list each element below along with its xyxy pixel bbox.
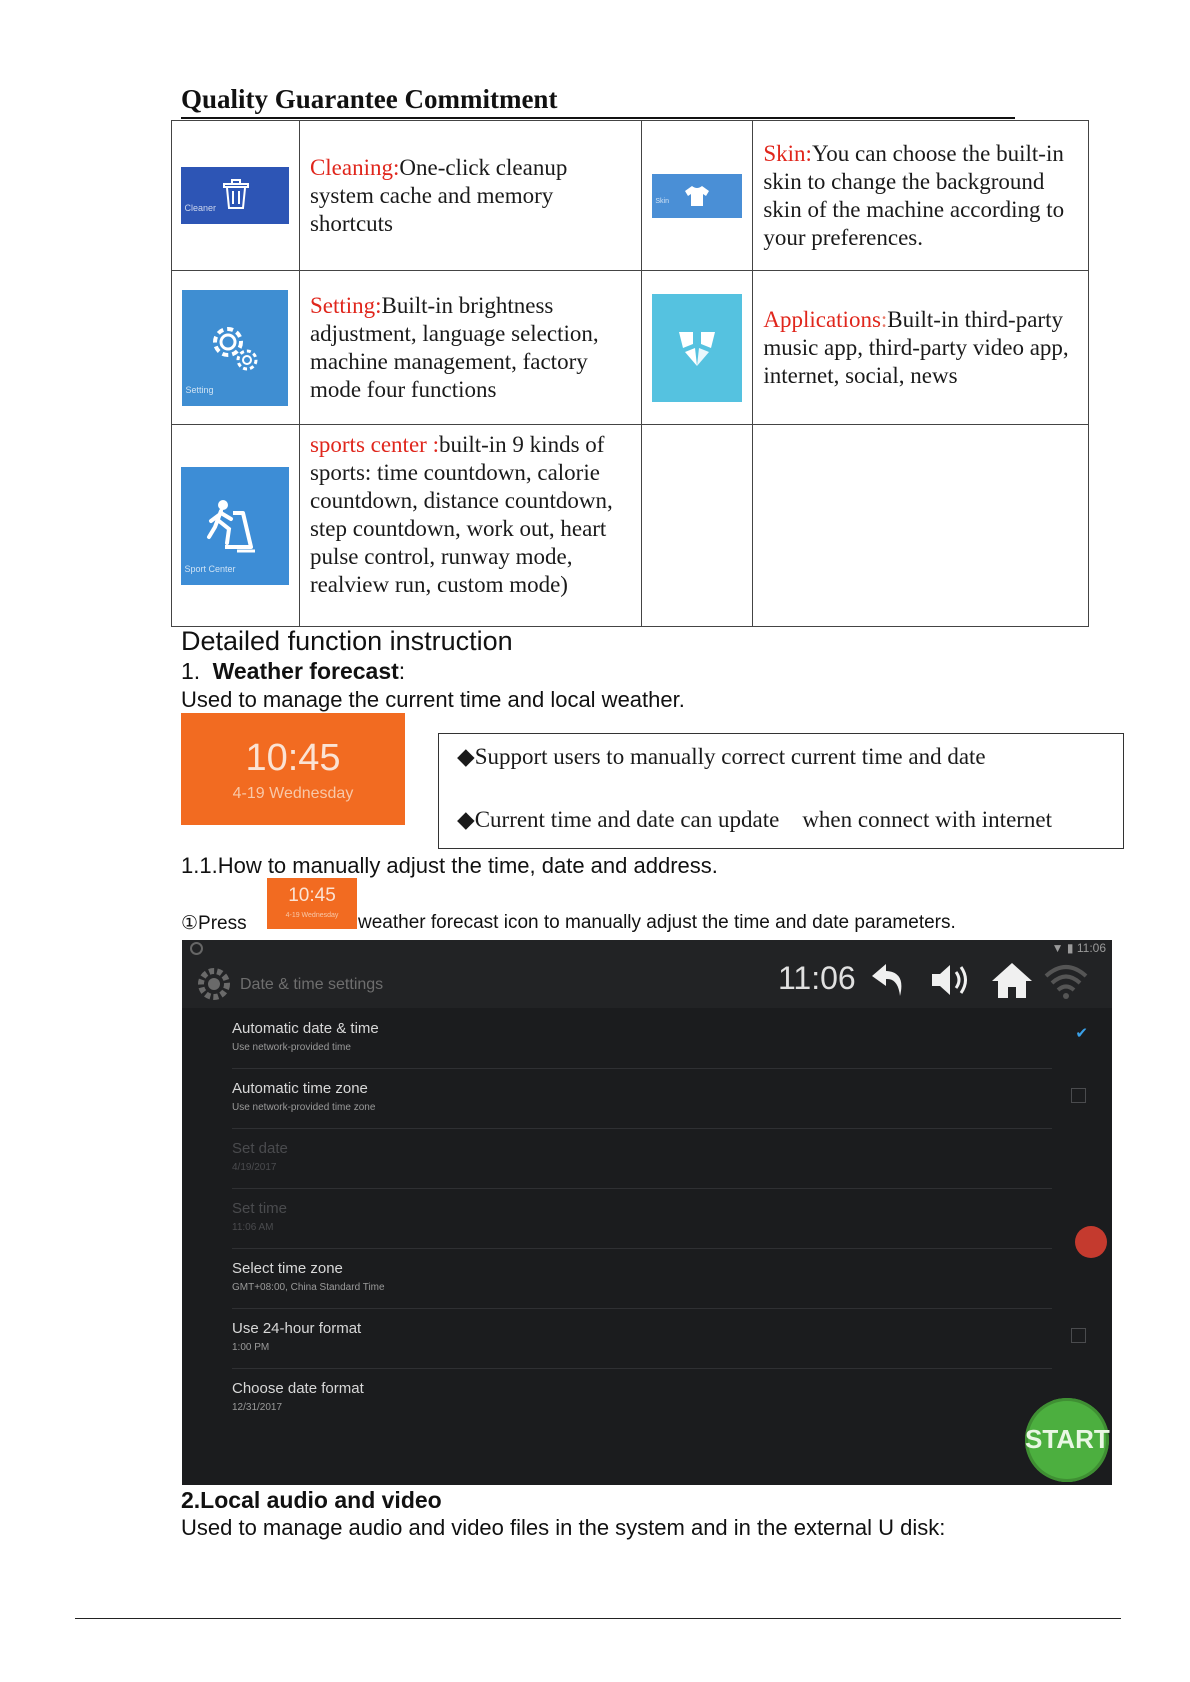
audio-title: 2.Local audio and video [181,1487,442,1513]
apps-name: Applications [763,306,881,332]
status-bar [1052,941,1106,955]
row-title: Select time zone [232,1260,343,1277]
weather-tile-date: 4-19 Wednesday [232,785,354,802]
start-button[interactable] [1025,1398,1109,1482]
setting-row-set-date [232,1136,1052,1189]
weather-title: Weather forecast [212,658,399,684]
weather-forecast-tile[interactable] [181,713,405,825]
sport-tile-label: Sport Center [184,563,236,574]
setting-row-choose-date-format[interactable] [232,1376,1052,1428]
treadmill-runner-icon [205,499,265,553]
skin-text: You can choose the built-in skin to change the background skin of the machine according to your preferences. [763,140,1065,250]
volume-icon[interactable] [928,960,974,1000]
empty-cell [642,425,753,627]
weather-tile-time: 10:45 [245,737,341,779]
row-subtitle: GMT+08:00, China Standard Time [232,1282,385,1293]
setting-row-automatic-time-zone[interactable] [232,1076,1052,1129]
status-time: 11:06 [1076,941,1106,955]
wifi-icon [1044,964,1088,1000]
row-title: Choose date format [232,1380,364,1397]
cleaner-tile-label: Cleaner [184,203,216,213]
sport-tile-cell [172,425,300,627]
apps-tile [652,294,742,402]
setting-name: Setting: [309,292,382,318]
setting-description [299,271,641,425]
skin-tile [652,174,742,218]
setting-text: Built-in brightness adjustment, language selection, machine management, factory mode four functions [309,292,599,402]
cleaning-name: Cleaning: [309,154,400,180]
footer-rule [75,1618,1121,1619]
row-title: Automatic time zone [232,1080,368,1097]
weather-notes-box [438,733,1124,849]
checkbox[interactable] [1071,1328,1086,1343]
skin-name: Skin: [763,140,812,166]
row-subtitle: Use network-provided time [232,1042,351,1053]
red-indicator-dot[interactable] [1075,1226,1107,1258]
row-subtitle: 4/19/2017 [232,1162,277,1173]
weather-note-2: ◆Current time and date can update when connect with internet [457,807,1053,832]
skin-description [753,121,1089,271]
battery-icon: ▮ [1066,941,1074,955]
sports-description [299,425,641,627]
header-title: Date & time settings [240,976,384,993]
weather-heading [181,658,405,685]
shirt-icon [684,185,710,207]
apps-icon [675,326,719,370]
press-prefix: ①Press [181,913,247,934]
trash-icon [221,178,251,210]
setting-row-select-time-zone[interactable] [232,1256,1052,1309]
skin-tile-cell [642,121,753,271]
settings-gear-icon [194,964,234,1004]
setting-tile-label: Setting [185,384,214,395]
sports-name: sports center : [309,432,439,457]
sports-text: built-in 9 kinds of sports: time countdown, calorie countdown, distance countdown, step countdown, work out, heart pulse control, runway mode, realview run, custom mode) [309,432,613,597]
setting-row-automatic-date-time[interactable] [232,1016,1088,1069]
action-bar [182,940,1112,1008]
audio-desc: Used to manage audio and video files in the system and in the external U disk: [181,1515,946,1540]
weather-title-colon: : [398,658,406,684]
date-time-settings-screenshot [182,940,1112,1485]
row-title: Automatic date & time [232,1020,379,1037]
search-icon [190,942,203,955]
feature-table [171,120,1089,627]
row-subtitle: 12/31/2017 [232,1402,283,1413]
howto-title: 1.1.How to manually adjust the time, date and address. [181,853,718,878]
mini-tile-date: 4-19 Wednesday [285,912,339,919]
sport-center-tile [181,467,289,585]
press-suffix: weather forecast icon to manually adjust the time and date parameters. [358,912,956,933]
row-subtitle: Use network-provided time zone [232,1102,376,1113]
cleaning-description [299,121,641,271]
row-subtitle: 1:00 PM [232,1342,270,1353]
skin-tile-label: Skin [655,197,670,205]
page-heading: Quality Guarantee Commitment [181,84,558,114]
weather-note-1: ◆Support users to manually correct current time and date [457,744,986,769]
checkbox-checked-icon[interactable]: ✔ [1075,1024,1088,1042]
start-label: START [1025,1424,1110,1454]
row-subtitle: 11:06 AM [232,1222,274,1233]
apps-description [753,271,1089,425]
cleaning-text: One-click cleanup system cache and memory shortcuts [309,154,568,236]
row-title: Set date [232,1140,288,1157]
apps-name-colon: : [880,306,888,332]
signal-icon: ▼ [1051,941,1064,955]
weather-number: 1. [181,658,201,684]
checkbox[interactable] [1071,1088,1086,1103]
setting-row-use-24-hour-format[interactable] [232,1316,1052,1369]
setting-row-set-time [232,1196,1052,1249]
cleaner-tile [181,167,289,224]
row-title: Set time [232,1200,288,1217]
section-title: Detailed function instruction [181,626,513,656]
apps-text: Built-in third-party music app, third-party video app, internet, social, news [763,306,1069,388]
cleaner-tile-cell [172,121,300,271]
setting-tile-cell [172,271,300,425]
weather-desc: Used to manage the current time and local weather. [181,687,685,712]
row-title: Use 24-hour format [232,1320,362,1337]
weather-mini-icon[interactable] [267,878,357,929]
home-icon[interactable] [990,960,1034,1000]
back-icon[interactable] [868,960,908,1000]
empty-cell [753,425,1089,627]
setting-tile [182,290,288,406]
gear-icon [206,320,262,376]
heading-underline [181,117,1015,119]
mini-tile-time: 10:45 [288,885,336,906]
apps-tile-cell [642,271,753,425]
clock: 11:06 [778,960,856,996]
